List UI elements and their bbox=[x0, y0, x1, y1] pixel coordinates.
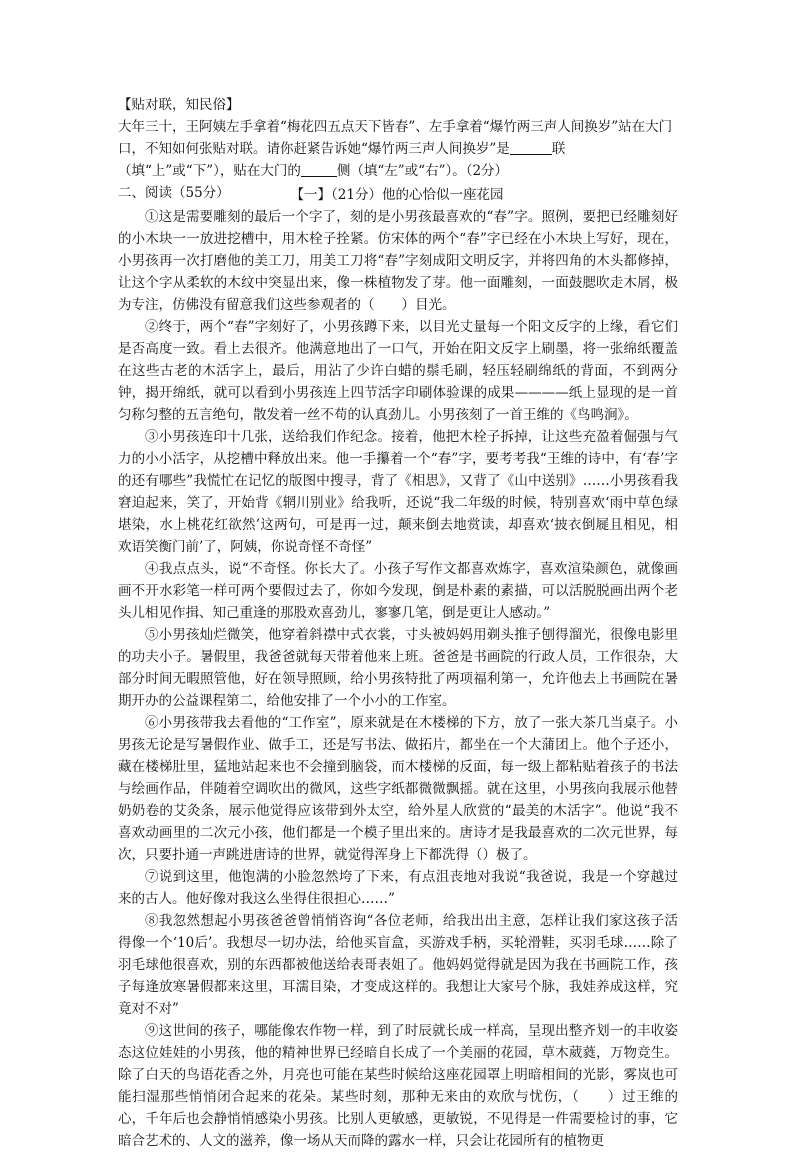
paragraph: ②终于，两个“春”字刻好了，小男孩蹲下来，以目光丈量每一个阳文反字的上缘，看它们是否高度一致。看上去很齐。他满意地出了一口气，开始在阳文反字上刷墨，将一张绵纸覆盖在这些古老的木活字上，最后，用沾了少许白蜡的鬃毛刷，轻压轻刷绵纸的背面，不到两分钟，揭开绵纸，就可以看到小男孩连上四节活字印刷体验课的成果————纸上显现的是一首匀称匀整的五言绝句，散发着一丝不苟的认真劲儿。小男孩刻了一首王维的《鸟鸣涧》。 bbox=[118, 319, 678, 423]
passage-body bbox=[118, 206, 678, 1152]
paragraph: ①这是需要雕刻的最后一个字了，刻的是小男孩最喜欢的“春”字。照例，要把已经雕刻好的小木块一一放进挖槽中，用木栓子拴紧。仿宋体的两个“春”字已经在小木块上写好，现在，小男孩再一次打磨他的美工刀，用美工刀将“春”字刻成阳文明反字，并将四角的木头都修掉，让这个字从柔软的木纹中突显出来，像一株植物发了芽。他一面雕刻，一面鼓腮吹走木屑，极为专注，仿佛没有留意我们这些参观者的（ ）目光。 bbox=[118, 209, 678, 313]
reading-heading: 二、阅读（55分） bbox=[118, 185, 230, 201]
paragraph: ⑧我忽然想起小男孩爸爸曾悄悄咨询“各位老师，给我出出主意，怎样让我们家这孩子活得像一个‘10后’。我想尽一切办法，给他买盲盒，买游戏手柄，买轮滑鞋，买羽毛球……除了羽毛球他很喜欢，别的东西都被他送给表哥表姐了。他妈妈觉得就是因为我在书画院工作，孩子每逢放寒暑假都来这里，耳濡目染，才变成这样的。我想让大家号个脉，我娃养成这样，究竟对不对” bbox=[118, 913, 678, 1017]
paragraph: ⑨这世间的孩子，哪能像农作物一样，到了时辰就长成一样高，呈现出整齐划一的丰收姿态这位娃娃的小男孩，他的精神世界已经暗自长成了一个美丽的花园，草木葳蕤，万物竞生。除了白天的鸟语花香之外，月亮也可能在某些时候给这座花园罩上明暗相间的光影，雾岚也可能扫湿那些悄悄闭合起来的花朵。某些时刻，那种无来由的欢欣与忧伤，（ ）过王维的心，千年后也会静悄悄感染小男孩。比别人更敏感，更敏锐，不见得是一件需要检讨的事，它暗合艺术的、人文的滋养，像一场从天而降的露水一样，只会让花园所有的植物更 bbox=[118, 1023, 678, 1149]
couplet-question bbox=[118, 116, 678, 182]
paragraph: ⑤小男孩灿烂微笑，他穿着斜襟中式衣裳，寸头被妈妈用剃头推子刨得溜光，很像电影里的功夫小子。暑假里，我爸爸就每天带着他来上班。爸爸是书画院的行政人员，工作很杂，大部分时间无暇照管他，好在领导照顾，给小男孩特批了两项福利第一，允许他去上书画院在暑期开办的公益课程第二，给他安排了一个小小的工作室。 bbox=[118, 627, 678, 709]
couplet-text-3: 侧（填“左”或“右”）。（2分） bbox=[336, 163, 509, 179]
paragraph: ⑦说到这里，他饱满的小脸忽然垮了下来，有点沮丧地对我说“我爸说，我是一个穿越过来的古人。他好像对我这么坐得住很担心……” bbox=[118, 869, 678, 907]
paragraph: ④我点点头，说“不奇怪。你长大了。小孩子写作文都喜欢炼字，喜欢渲染颜色，就像画画不开水彩笔一样可两个要假过去了，你如今发现，倒是朴素的素描，可以活脱脱画出两个老头儿相见作揖、知己重逢的那股欢喜劲儿，寥寥几笔，倒是更让人感动。” bbox=[118, 561, 678, 621]
answer-blank bbox=[301, 162, 337, 177]
couplet-heading: 【贴对联，知民俗】 bbox=[118, 97, 240, 113]
paragraph: ⑥小男孩带我去看他的“工作室”，原来就是在木楼梯的下方，放了一张大茶几当桌子。小男孩无论是写暑假作业、做手工，还是写书法、做拓片，都坐在一个大蒲团上。他个子还小，藏在楼梯肚里，猛地站起来也不会撞到脑袋，而木楼梯的反面，每一级上都粘贴着孩子的书法与绘画作品，伴随着空调吹出的微风，这些字纸都微微飘摇。就在这里，小男孩向我展示他替奶奶卷的艾灸条，展示他觉得应该带到外太空，给外星人欣赏的“最美的木活字”。他说“我不喜欢动画里的二次元小孩，他们都是一个模子里出来的。唐诗才是我最喜欢的二次元世界，每次，只要扑通一声跳进唐诗的世界，就觉得浑身上下都洗得（）极了。 bbox=[118, 715, 678, 863]
passage-title: 【一】（21分）他的心恰似一座花园 bbox=[290, 187, 504, 203]
couplet-text-1: 大年三十，王阿姨左手拿着“梅花四五点天下皆春”、左手拿着“爆竹两三声人间换岁”站在大门口，不知如何张贴对联。请你赶紧告诉她“爆竹两三声人间换岁”是 bbox=[118, 119, 673, 157]
couplet-text-2: 联（填“上”或“下”），贴在大门的 bbox=[118, 141, 566, 179]
paragraph: ③小男孩连印十几张，送给我们作纪念。接着，他把木栓子拆掉，让这些充盈着倔强与气力的小小活字，从挖槽中释放出来。他一手攥着一个“春”字，要考考我“王维的诗中，有‘春’字的还有哪些”我慌忙在记忆的版图中搜寻，背了《相思》，又背了《山中送别》……小男孩看我窘迫起来，笑了，开始背《辋川别业》给我听，还说“我二年级的时候，特别喜欢‘雨中草色绿堪染，水上桃花红欲然’这两句，可是再一过，颠来倒去地赏读，却喜欢‘披衣倒屣且相见，相欢语笑衡门前’了，阿姨，你说奇怪不奇怪” bbox=[118, 429, 678, 555]
answer-blank bbox=[510, 140, 552, 155]
